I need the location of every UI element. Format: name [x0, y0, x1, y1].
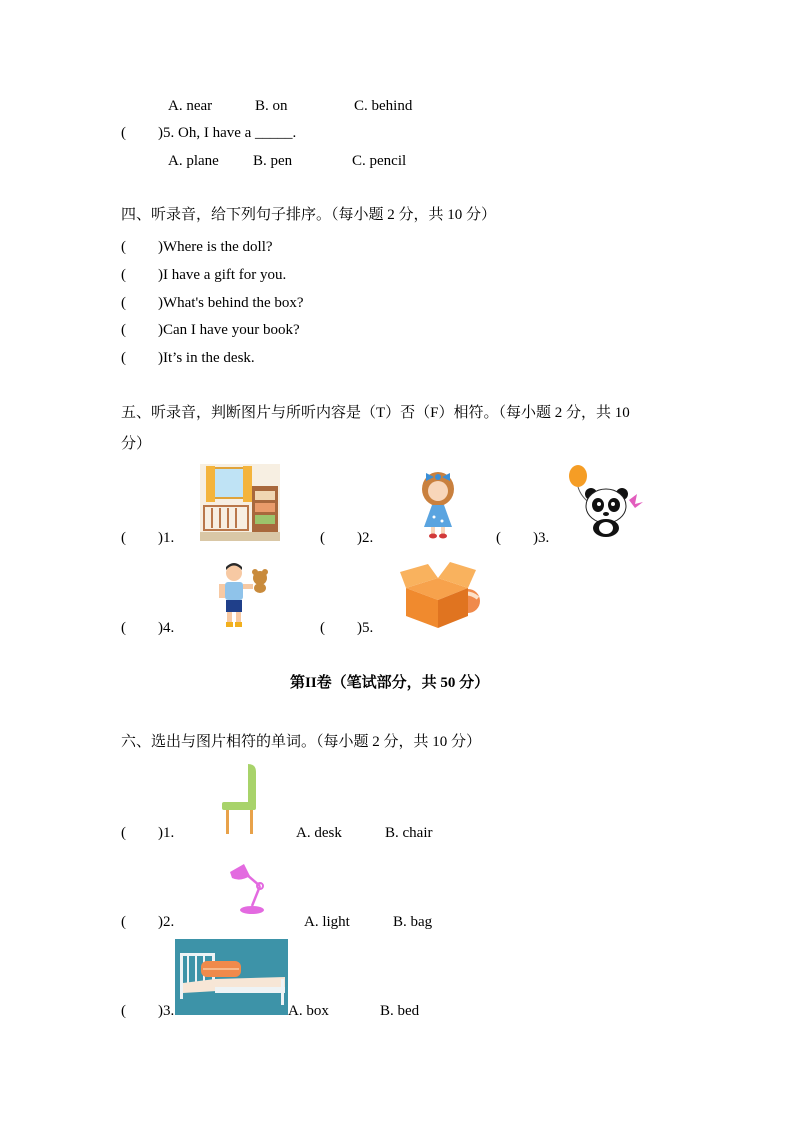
s6-3-option-a: A. box [288, 1003, 329, 1019]
q5-option-a: A. plane [168, 153, 219, 169]
q4-option-c: C. behind [354, 98, 413, 114]
section4-heading: 四、听录音，给下列句子排序。（每小题 2 分，共 10 分） [121, 207, 497, 223]
s4-paren-1: ( [121, 239, 126, 255]
q4-option-b: B. on [255, 98, 288, 114]
s5-num-3: )3. [533, 530, 550, 546]
s4-paren-2: ( [121, 267, 126, 283]
s5-num-5: )5. [357, 620, 374, 636]
s6-3-option-b: B. bed [380, 1003, 420, 1019]
s6-num-2: )2. [158, 914, 175, 930]
s4-sentence-1: )Where is the doll? [158, 239, 273, 255]
s5-num-1: )1. [158, 530, 175, 546]
q5-text: )5. Oh, I have a _____. [158, 125, 297, 141]
s4-sentence-4: )Can I have your book? [158, 322, 300, 338]
box-ball-image [400, 560, 484, 628]
q5-paren: ( [121, 125, 126, 141]
s4-sentence-5: )It’s in the desk. [158, 350, 255, 366]
s6-num-1: )1. [158, 825, 175, 841]
q4-option-a: A. near [168, 98, 213, 114]
s5-num-2: )2. [357, 530, 374, 546]
section6-heading: 六、选出与图片相符的单词。（每小题 2 分，共 10 分） [121, 734, 482, 750]
s6-paren-3: ( [121, 1003, 126, 1019]
s6-2-option-a: A. light [304, 914, 350, 930]
s6-1-option-a: A. desk [296, 825, 342, 841]
s4-paren-5: ( [121, 350, 126, 366]
lamp-image [228, 862, 272, 918]
s6-1-option-b: B. chair [385, 825, 433, 841]
bed-image [175, 939, 288, 1015]
section5-heading-line2: 分） [121, 436, 152, 452]
part2-title: 第II卷（笔试部分，共 50 分） [290, 675, 490, 691]
s4-sentence-2: )I have a gift for you. [158, 267, 287, 283]
doll-image [412, 467, 466, 539]
s5-paren-1: ( [121, 530, 126, 546]
q5-option-c: C. pencil [352, 153, 407, 169]
s5-num-4: )4. [158, 620, 175, 636]
chair-image [220, 764, 260, 836]
s6-2-option-b: B. bag [393, 914, 433, 930]
s5-paren-5: ( [320, 620, 325, 636]
s6-paren-1: ( [121, 825, 126, 841]
s4-sentence-3: )What's behind the box? [158, 295, 304, 311]
q5-option-b: B. pen [253, 153, 293, 169]
boy-teddy-image [214, 561, 270, 629]
s5-paren-3: ( [496, 530, 501, 546]
section5-heading-line1: 五、听录音，判断图片与所听内容是（T）否（F）相符。（每小题 2 分，共 10 [121, 405, 630, 421]
s4-paren-3: ( [121, 295, 126, 311]
s6-paren-2: ( [121, 914, 126, 930]
s5-paren-2: ( [320, 530, 325, 546]
s5-paren-4: ( [121, 620, 126, 636]
s4-paren-4: ( [121, 322, 126, 338]
panda-balloon-image [567, 464, 653, 540]
s6-num-3: )3. [158, 1003, 175, 1019]
bedroom-image [200, 464, 280, 541]
